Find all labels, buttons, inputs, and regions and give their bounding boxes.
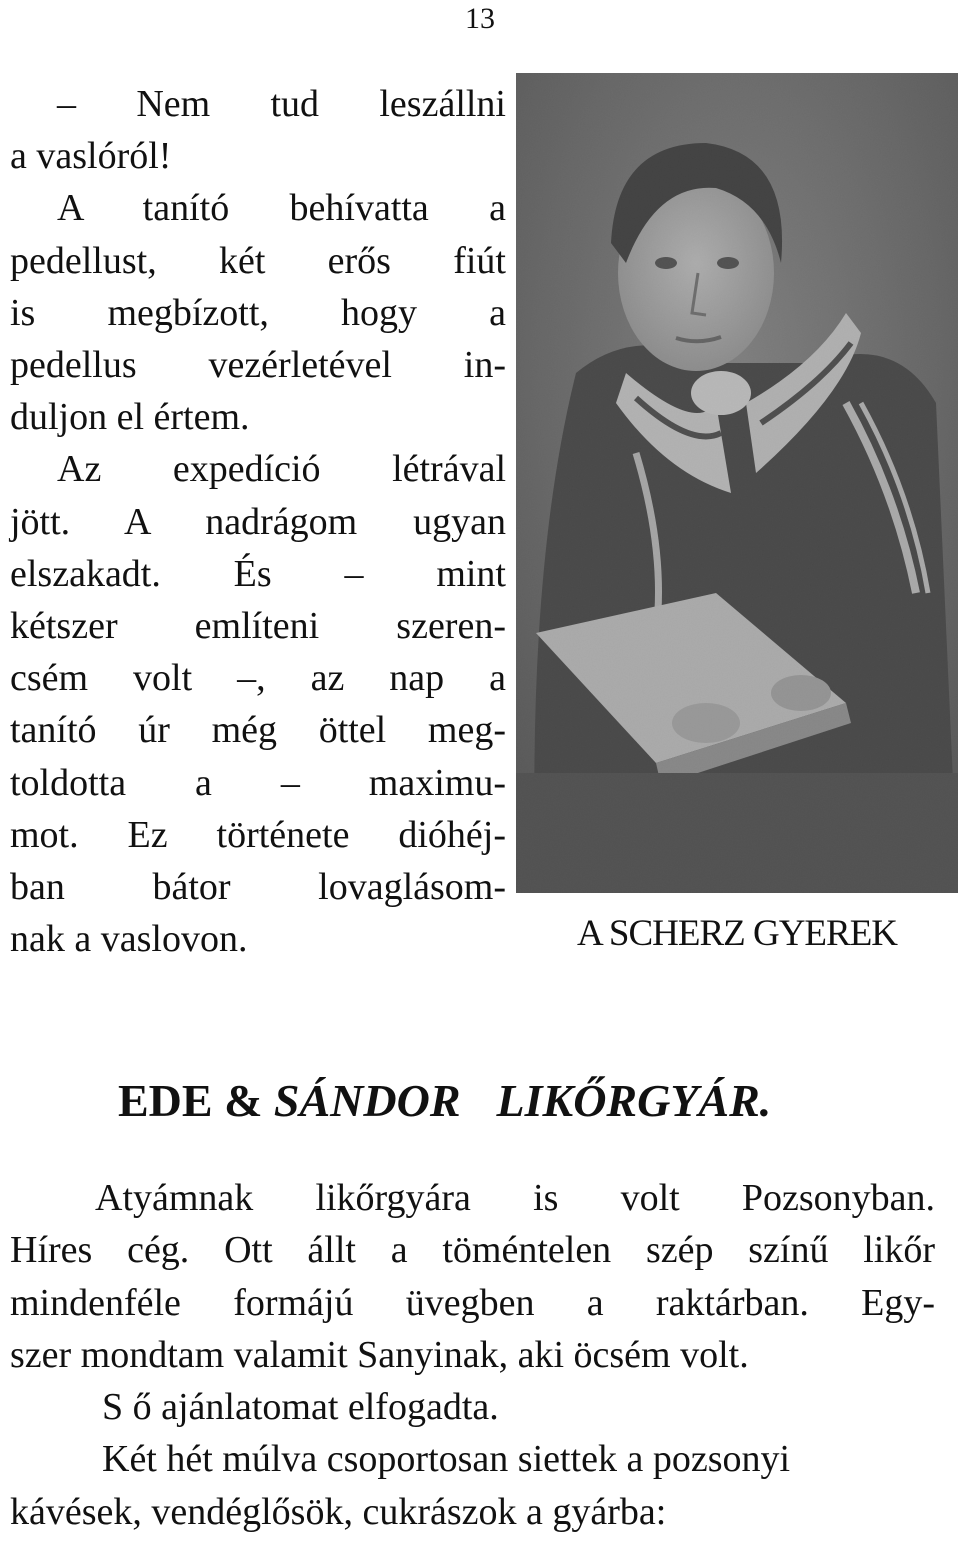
text-line: kétszer említeni szeren- (10, 605, 506, 648)
text-line: – Nem tud leszállni (57, 83, 506, 125)
text-line: kávések, vendéglősök, cukrászok a gyárba: (10, 1490, 667, 1533)
heading-part: LIKŐRGYÁR. (496, 1075, 772, 1126)
body-text (10, 1172, 935, 1538)
text-line: mot. Ez története dióhéj- (10, 813, 506, 856)
text-line: A tanító behívatta a (57, 187, 506, 230)
photo-caption: A SCHERZ GYEREK (576, 913, 898, 954)
text-line: toldotta a – maximu- (10, 761, 506, 804)
text-line: Atyámnak likőrgyára is volt Pozsonyban. (95, 1177, 935, 1219)
text-line: pedellus vezérletével in- (10, 344, 506, 387)
text-line: szer mondtam valamit Sanyinak, aki öcsém volt. (10, 1333, 749, 1376)
text-line: mindenféle formájú üvegben a raktárban. Egy- (10, 1281, 935, 1324)
text-line: elszakadt. És – mint (10, 552, 506, 595)
text-line: Az expedíció létrával (57, 448, 506, 491)
text-line: ban bátor lovaglásom- (10, 866, 506, 909)
heading-part: EDE & (118, 1075, 263, 1126)
text-line: duljon el értem. (10, 396, 250, 439)
text-line: Két hét múlva csoportosan siettek a pozsonyi (102, 1438, 791, 1481)
text-line: a vaslóról! (10, 135, 172, 178)
left-text-column (10, 78, 506, 965)
text-line: is megbízott, hogy a (10, 291, 506, 334)
text-line: tanító úr még öttel meg- (10, 709, 506, 752)
text-line: S ő ajánlatomat elfogadta. (102, 1386, 499, 1429)
text-line: Híres cég. Ott állt a töméntelen szép színű likőr (10, 1229, 935, 1272)
text-line: pedellust, két erős fiút (10, 239, 506, 282)
heading-part: SÁNDOR (273, 1075, 461, 1126)
text-line: csém volt –, az nap a (10, 657, 506, 700)
section-heading (118, 1074, 771, 1127)
text-line: jött. A nadrágom ugyan (10, 500, 506, 543)
page-number: 13 (465, 2, 495, 35)
boy-portrait-photo (516, 73, 958, 893)
text-line: nak a vaslovon. (10, 918, 248, 961)
